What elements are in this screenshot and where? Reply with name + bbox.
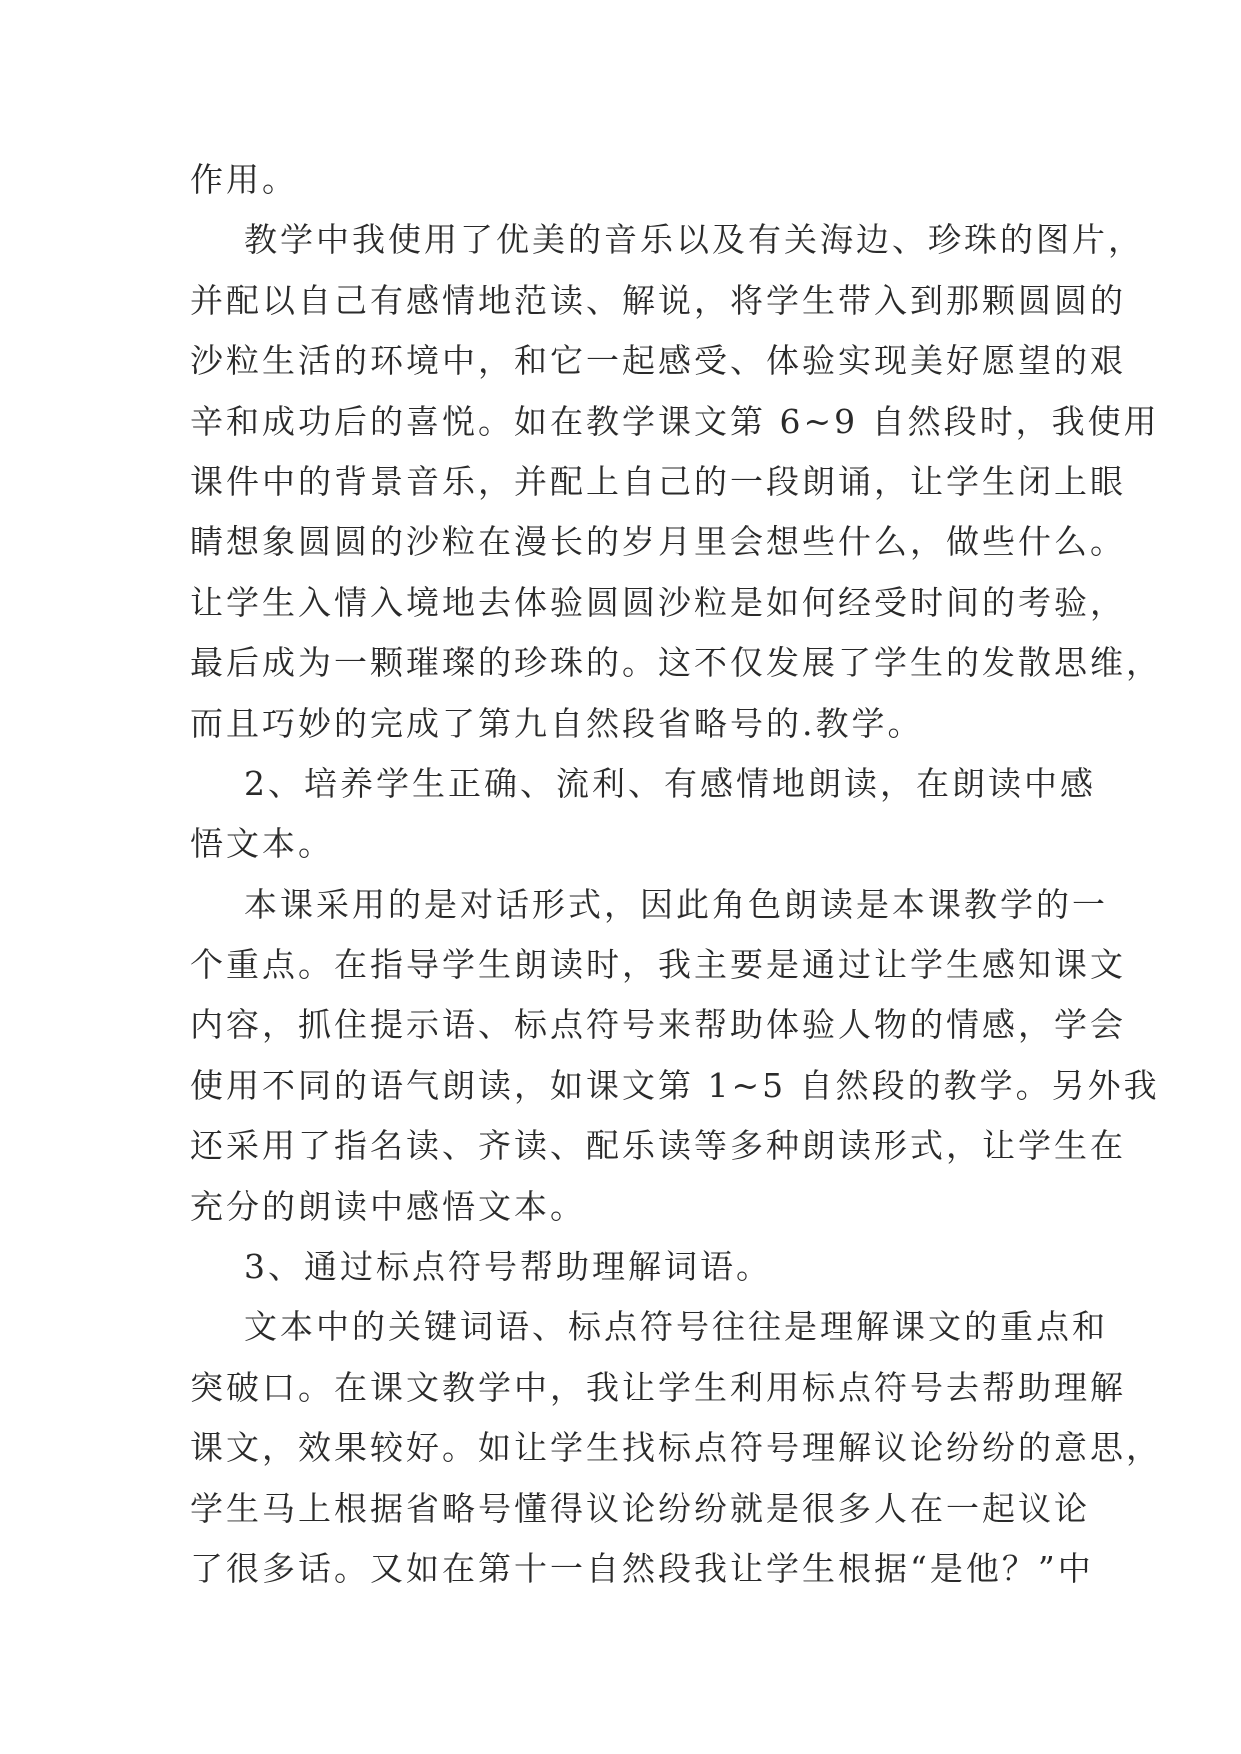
text-line: 而且巧妙的完成了第九自然段省略号的.教学。 — [190, 703, 924, 743]
text-line: 最后成为一颗璀璨的珍珠的。这不仅发展了学生的发散思维， — [190, 643, 1162, 683]
text-line: 教学中我使用了优美的音乐以及有关海边、珍珠的图片， — [190, 220, 1144, 260]
text-line: 本课采用的是对话形式，因此角色朗读是本课教学的一 — [190, 884, 1108, 924]
text-line: 了很多话。又如在第十一自然段我让学生根据“是他？”中 — [190, 1548, 1094, 1588]
text-line: 课文，效果较好。如让学生找标点符号理解议论纷纷的意思， — [190, 1428, 1162, 1468]
text-line: 课件中的背景音乐，并配上自己的一段朗诵，让学生闭上眼 — [190, 461, 1126, 501]
text-line: 悟文本。 — [190, 824, 334, 864]
text-line: 辛和成功后的喜悦。如在教学课文第 6~9 自然段时，我使用 — [190, 401, 1160, 441]
text-line: 个重点。在指导学生朗读时，我主要是通过让学生感知课文 — [190, 945, 1126, 985]
text-line: 文本中的关键词语、标点符号往往是理解课文的重点和 — [190, 1307, 1108, 1347]
text-line: 作用。 — [190, 160, 298, 199]
text-line: 还采用了指名读、齐读、配乐读等多种朗读形式，让学生在 — [190, 1126, 1126, 1166]
text-line: 使用不同的语气朗读，如课文第 1~5 自然段的教学。另外我 — [190, 1065, 1160, 1105]
text-line: 3、通过标点符号帮助理解词语。 — [190, 1247, 772, 1287]
text-line: 内容，抓住提示语、标点符号来帮助体验人物的情感，学会 — [190, 1005, 1126, 1045]
text-line: 睛想象圆圆的沙粒在漫长的岁月里会想些什么，做些什么。 — [190, 522, 1126, 562]
text-line: 2、培养学生正确、流利、有感情地朗读，在朗读中感 — [190, 763, 1096, 803]
text-line: 让学生入情入境地去体验圆圆沙粒是如何经受时间的考验， — [190, 582, 1126, 622]
text-line: 突破口。在课文教学中，我让学生利用标点符号去帮助理解 — [190, 1367, 1126, 1407]
document-body — [190, 150, 1162, 1599]
text-line: 充分的朗读中感悟文本。 — [190, 1186, 586, 1226]
text-line: 并配以自己有感情地范读、解说，将学生带入到那颗圆圆的 — [190, 280, 1126, 320]
text-line: 沙粒生活的环境中，和它一起感受、体验实现美好愿望的艰 — [190, 341, 1126, 381]
text-line: 学生马上根据省略号懂得议论纷纷就是很多人在一起议论 — [190, 1488, 1090, 1528]
